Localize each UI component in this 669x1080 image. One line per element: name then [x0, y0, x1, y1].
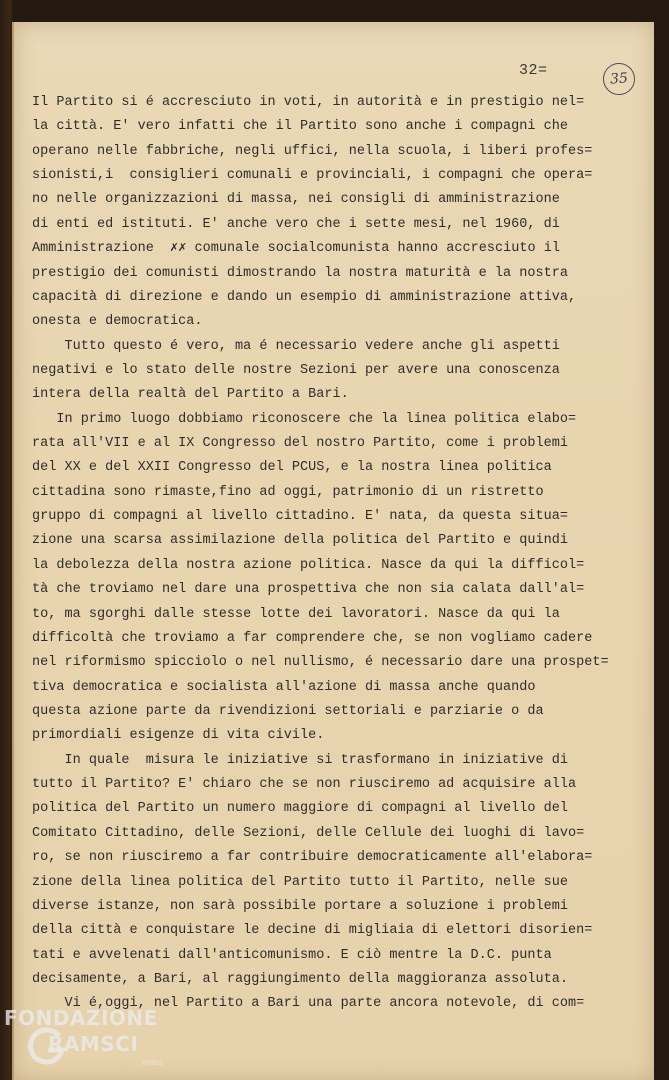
watermark-line1: FONDAZIONE [4, 1006, 158, 1030]
text-line: rata all'VII e al IX Congresso del nostro Partito, come i problemi [32, 436, 569, 452]
text-line: tutto il Partito? E' chiaro che se non riusciremo ad acquisire alla [32, 777, 577, 793]
text-line: decisamente, a Bari, al raggiungimento della maggioranza assoluta. [32, 971, 569, 987]
text-line: diverse istanze, non sarà possibile portare a soluzione i problemi [32, 898, 569, 914]
text-line: intera della realtà del Partito a Bari. [32, 387, 349, 403]
page-number: 32= [519, 62, 548, 79]
text-line: sionisti,i consiglieri comunali e provinciali, i compagni che opera= [32, 168, 593, 184]
text-line: la debolezza della nostra azione politica. Nasce da qui la difficol= [32, 557, 585, 573]
text-line: Comitato Cittadino, delle Sezioni, delle Cellule dei luoghi di lavo= [32, 825, 585, 841]
text-line: questa azione parte da rivendizioni settoriali e parziarie o da [32, 703, 544, 719]
fondazione-gramsci-watermark [4, 1006, 174, 1078]
text-line: Il Partito si é accresciuto in voti, in autorità e in prestigio nel= [32, 95, 585, 110]
text-line: gruppo di compagni al livello cittadino. E' nata, da questa situa= [32, 509, 569, 525]
text-line: negativi e lo stato delle nostre Sezioni per avere una conoscenza [32, 362, 560, 378]
text-line: Vi é,oggi, nel Partito a Bari una parte ancora notevole, di com= [32, 996, 585, 1012]
text-line: nel riformismo spicciolo o nel nullismo, é necessario dare una prospet= [32, 655, 609, 671]
text-line: operano nelle fabbriche, negli uffici, nella scuola, i liberi profes= [32, 143, 593, 159]
text-line: difficoltà che troviamo a far comprendere che, se non vogliamo cadere [32, 630, 593, 646]
text-line: tati e avvelenati dall'anticomunismo. E ciò mentre la D.C. punta [32, 947, 552, 963]
text-line: tiva democratica e socialista all'azione di massa anche quando [32, 679, 536, 695]
watermark-onlus: onlus [142, 1058, 164, 1067]
text-line: politica del Partito un numero maggiore di compagni al livello del [32, 801, 569, 817]
text-line: cittadina sono rimaste,fino ad oggi, patrimonio di un ristretto [32, 484, 544, 500]
text-line: primordiali esigenze di vita civile. [32, 728, 325, 744]
text-line: ro, se non riusciremo a far contribuire democraticamente all'elabora= [32, 850, 593, 866]
text-line: capacità di direzione e dando un esempio di amministrazione attiva, [32, 289, 577, 305]
text-line: del XX e del XXII Congresso del PCUS, e la nostra linea politica [32, 460, 552, 476]
archive-page-stamp: 35 [602, 62, 636, 96]
text-line: prestigio dei comunisti dimostrando la nostra maturità e la nostra [32, 265, 569, 281]
text-line: to, ma sgorghi dalle stesse lotte dei lavoratori. Nasce da qui la [32, 606, 560, 622]
text-line: zione una scarsa assimilazione della politica del Partito e quindi [32, 533, 569, 549]
text-line: zione della linea politica del Partito tutto il Partito, nelle sue [32, 874, 569, 890]
text-line: della città e conquistare le decine di migliaia di elettori disorien= [32, 923, 593, 939]
text-line: no nelle organizzazioni di massa, nei consigli di amministrazione [32, 192, 560, 208]
text-line: Tutto questo é vero, ma é necessario vedere anche gli aspetti [32, 338, 560, 354]
text-line: di enti ed istituti. E' anche vero che i sette mesi, nel 1960, di [32, 216, 560, 232]
text-line: onesta e democratica. [32, 314, 203, 330]
text-line: In quale misura le iniziative si trasformano in iniziative di [32, 752, 569, 768]
typed-body-text [32, 91, 632, 1017]
text-line: tà che troviamo nel dare una prospettiva che non sia calata dall'al= [32, 582, 585, 598]
text-line: la città. E' vero infatti che il Partito sono anche i compagni che [32, 119, 569, 135]
text-line: In primo luogo dobbiamo riconoscere che la linea politica elabo= [32, 411, 577, 427]
text-line: Amministrazione ✗✗ comunale socialcomunista hanno accresciuto il [32, 241, 560, 257]
watermark-line2: RAMSCI [48, 1032, 139, 1056]
